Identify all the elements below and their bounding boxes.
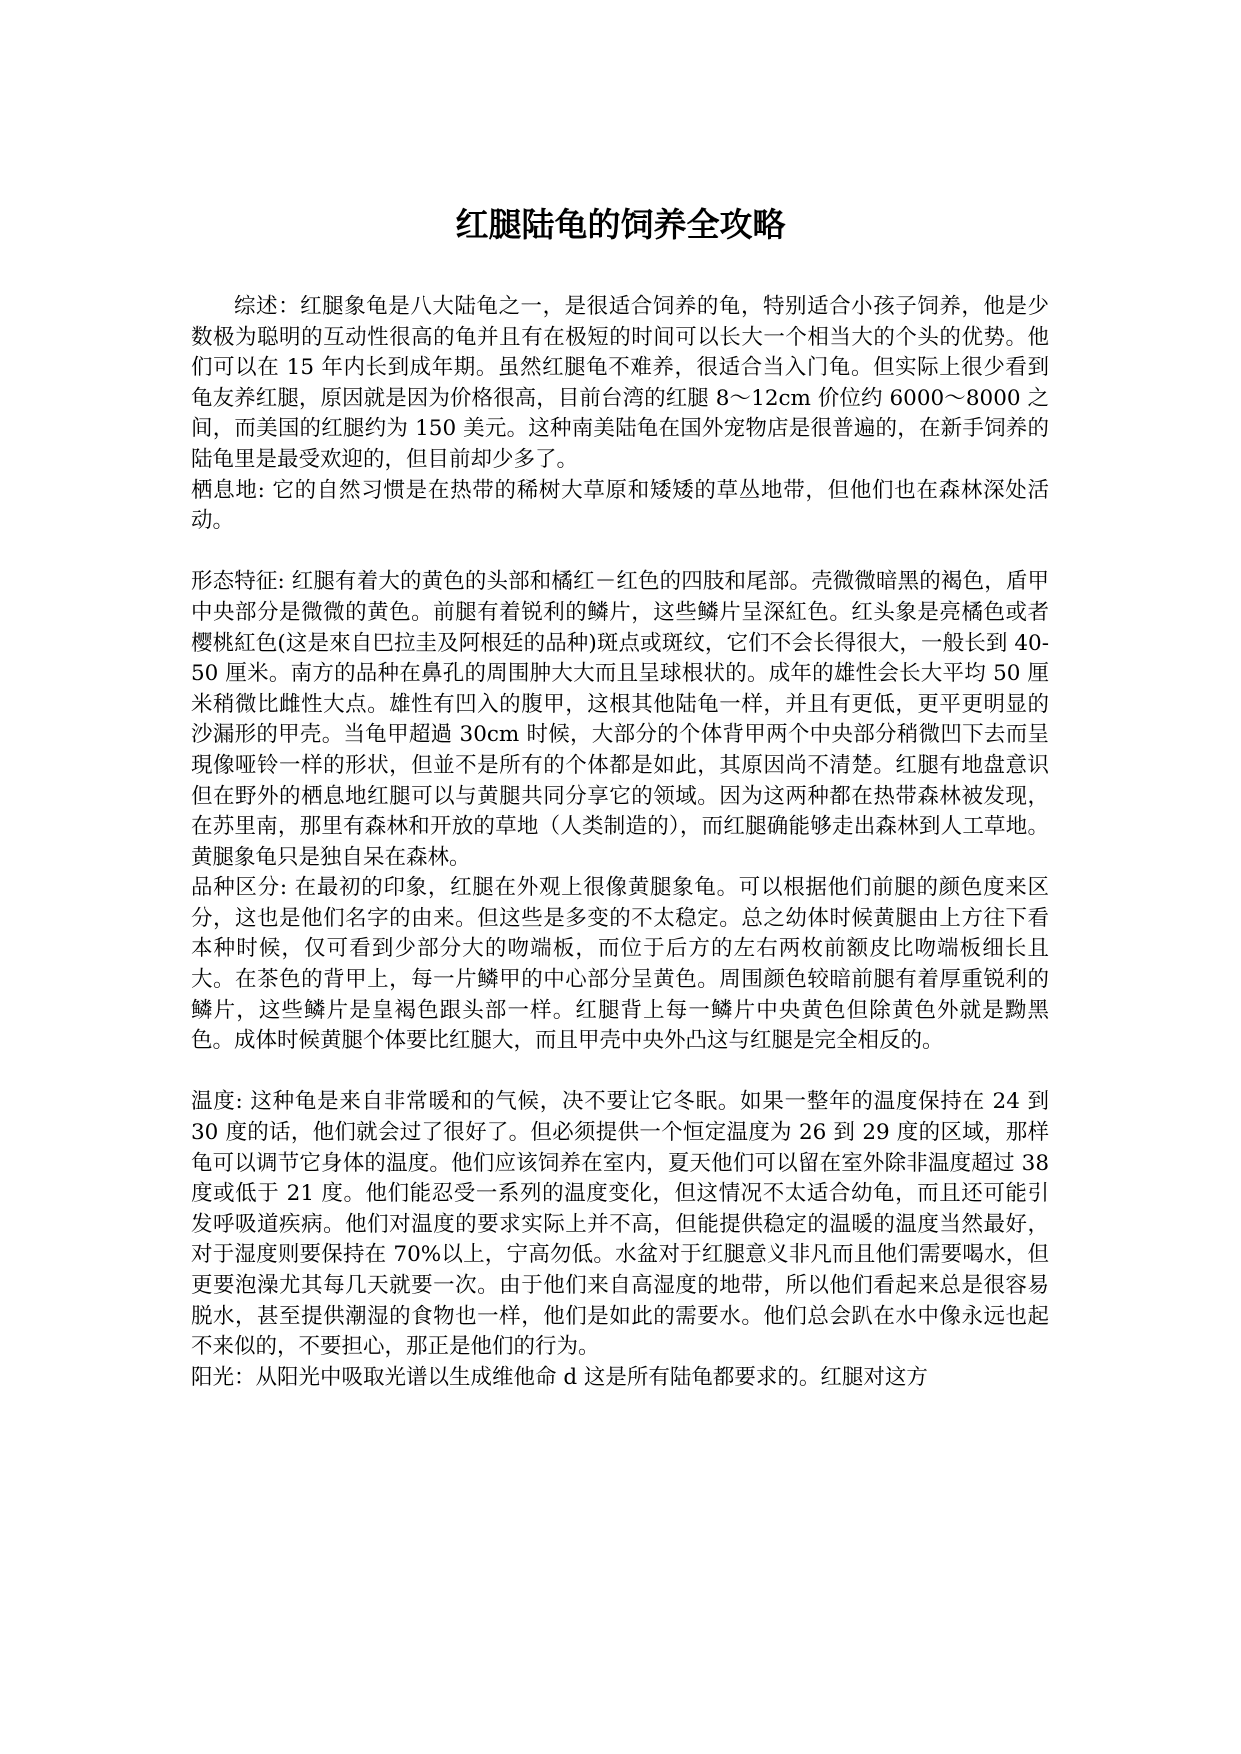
- paragraph-sunlight: 阳光：从阳光中吸取光谱以生成维他命 d 这是所有陆龟都要求的。红腿对这方: [191, 1364, 928, 1390]
- paragraph-species-distinction: 品种区分: 在最初的印象，红腿在外观上很像黄腿象龟。可以根据他们前腿的颜色度来区分，这也是他们名字的由来。但这些是多变的不太稳定。总之幼体时候黄腿由上方往下看本种时候，仅可看到少部分大的吻端板，而位于后方的左右两枚前额皮比吻端板细长且大。在茶色的背甲上，每一片鳞甲的中心部分呈黄色。周围颜色较暗前腿有着厚重锐利的鳞片，这些鳞片是皇褐色跟头部一样。红腿背上每一鳞片中央黄色但除黄色外就是黝黑色。成体时候黄腿个体要比红腿大，而且甲壳中央外凸这与红腿是完全相反的。: [191, 875, 1049, 1054]
- paragraph-spacer: [191, 537, 1049, 568]
- paragraph-spacer: [191, 1057, 1049, 1088]
- paragraph-morphology: 形态特征: 红腿有着大的黄色的头部和橘红－红色的四肢和尾部。壳微微暗黑的褐色，盾甲中央部分是微微的黄色。前腿有着锐利的鳞片，这些鳞片呈深紅色。红头象是亮橘色或者樱桃紅色(这是來自巴拉圭及阿根廷的品种)斑点或斑纹，它们不会长得很大，一般长到 40-50 厘米。南方的品种在鼻孔的周围肿大大而且呈球根状的。成年的雄性会长大平均 50 厘米稍微比雌性大点。雄性有凹入的腹甲，这根其他陆龟一样，并且有更低，更平更明显的沙漏形的甲壳。当龟甲超過 30cm 时候，大部分的个体背甲两个中央部分稍微凹下去而呈現像哑铃一样的形状，但並不是所有的个体都是如此，其原因尚不清楚。红腿有地盘意识但在野外的栖息地红腿可以与黄腿共同分享它的领域。因为这两种都在热带森林被发现，在苏里南，那里有森林和开放的草地（人类制造的），而红腿确能够走出森林到人工草地。黄腿象龟只是独自呆在森林。: [191, 569, 1049, 870]
- document-body: [191, 292, 1049, 1393]
- paragraph-summary: 综述：红腿象龟是八大陆龟之一，是很适合饲养的龟，特别适合小孩子饲养，他是少数极为聪明的互动性很高的龟并且有在极短的时间可以长大一个相当大的个头的优势。他们可以在 15 年内长到成年期。虽然红腿龟不难养，很适合当入门龟。但实际上很少看到龟友养红腿，原因就是因为价格很高，目前台湾的红腿 8～12cm 价位约 6000～8000 之间，而美国的红腿约为 150 美元。这种南美陆龟在国外宠物店是很普遍的，在新手饲养的陆龟里是最受欢迎的，但目前却少多了。: [191, 294, 1049, 472]
- paragraph-habitat: 栖息地: 它的自然习惯是在热带的稀树大草原和矮矮的草丛地带，但他们也在森林深处活动。: [191, 477, 1049, 534]
- document-title: 红腿陆龟的饲养全攻略: [455, 205, 786, 244]
- paragraph-temperature: 温度: 这种龟是来自非常暖和的气候，决不要让它冬眠。如果一整年的温度保持在 24 到 30 度的话，他们就会过了很好了。但必须提供一个恒定温度为 26 到 29 度的区域，那样龟可以调节它身体的温度。他们应该饲养在室内，夏天他们可以留在室外除非温度超过 38 度或低于 21 度。他们能忍受一系列的温度变化，但这情况不太适合幼龟，而且还可能引发呼吸道疾病。他们对温度的要求实际上并不高，但能提供稳定的温暖的温度当然最好，对于湿度则要保持在 70%以上，宁高勿低。水盆对于红腿意义非凡而且他们需要喝水，但更要泡澡尤其每几天就要一次。由于他们来自高湿度的地带，所以他们看起来总是很容易脱水，甚至提供潮湿的食物也一样，他们是如此的需要水。他们总会趴在水中像永远也起不来似的，不要担心，那正是他们的行为。: [191, 1089, 1049, 1360]
